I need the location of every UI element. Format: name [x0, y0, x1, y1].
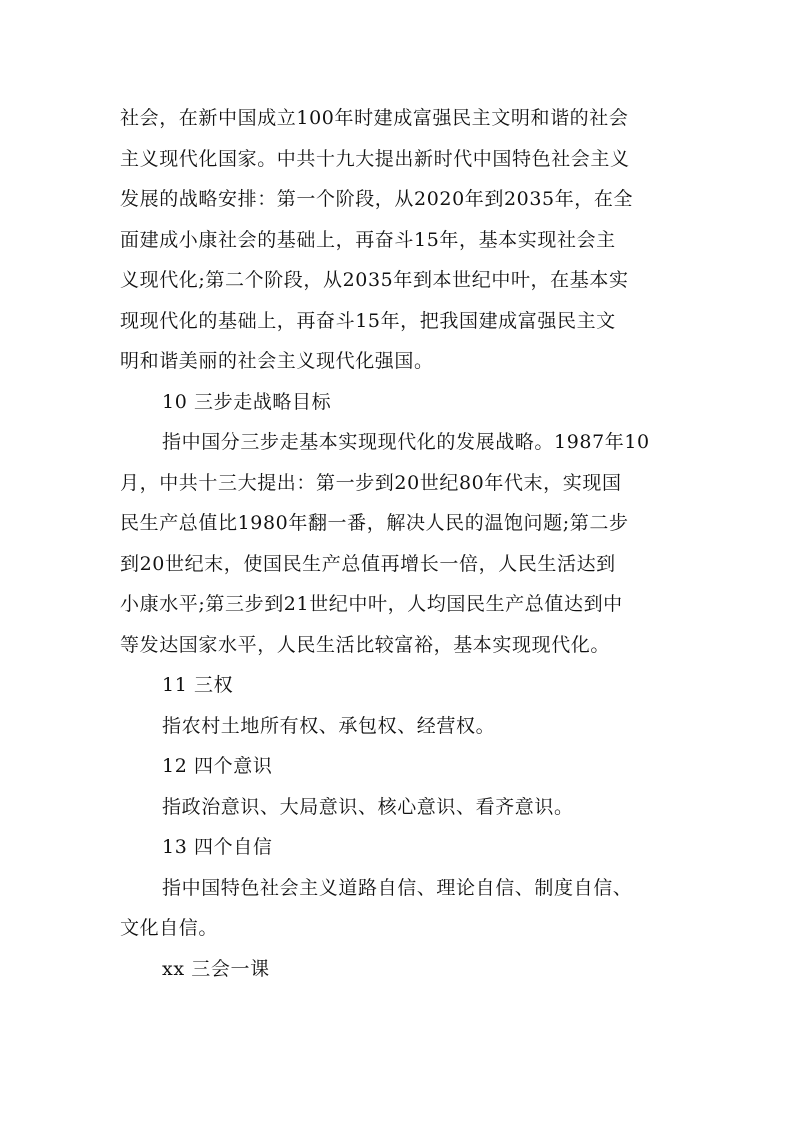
paragraph-line: 发展的战略安排：第一个阶段，从2020年到2035年，在全: [120, 188, 634, 210]
section-heading-xx: xx 三会一课: [162, 957, 270, 980]
paragraph-line: 指政治意识、大局意识、核心意识、看齐意识。: [162, 795, 574, 818]
paragraph-line: 到20世纪末，使国民生产总值再增长一倍，人民生活达到: [120, 552, 616, 575]
paragraph-line: 小康水平;第三步到21世纪中叶，人均国民生产总值达到中: [120, 593, 623, 615]
paragraph-line: 义现代化;第二个阶段，从2035年到本世纪中叶，在基本实: [120, 269, 629, 291]
section-heading-10: 10 三步走战略目标: [162, 390, 332, 413]
section-heading-13: 13 四个自信: [162, 836, 273, 858]
document-page: [120, 98, 700, 989]
paragraph-line: 指中国特色社会主义道路自信、理论自信、制度自信、: [162, 876, 633, 899]
paragraph-line: 现现代化的基础上，再奋斗15年，把我国建成富强民主文: [120, 309, 616, 332]
section-heading-11: 11 三权: [162, 674, 234, 696]
paragraph-line: 文化自信。: [120, 917, 219, 939]
paragraph-line: 指中国分三步走基本实现现代化的发展战略。1987年10: [162, 431, 650, 453]
paragraph-line: 等发达国家水平，人民生活比较富裕，基本实现现代化。: [120, 633, 611, 656]
paragraph-line: 社会，在新中国成立100年时建成富强民主文明和谐的社会: [120, 107, 629, 129]
paragraph-line: 主义现代化国家。中共十九大提出新时代中国特色社会主义: [120, 147, 630, 170]
section-heading-12: 12 四个意识: [162, 755, 273, 777]
paragraph-line: 月，中共十三大提出：第一步到20世纪80年代末，实现国: [120, 471, 622, 494]
paragraph-line: 民生产总值比1980年翻一番，解决人民的温饱问题;第二步: [120, 512, 629, 534]
paragraph-line: 明和谐美丽的社会主义现代化强国。: [120, 350, 434, 372]
paragraph-line: 面建成小康社会的基础上，再奋斗15年，基本实现社会主: [120, 228, 616, 251]
paragraph-line: 指农村土地所有权、承包权、经营权。: [162, 714, 496, 737]
